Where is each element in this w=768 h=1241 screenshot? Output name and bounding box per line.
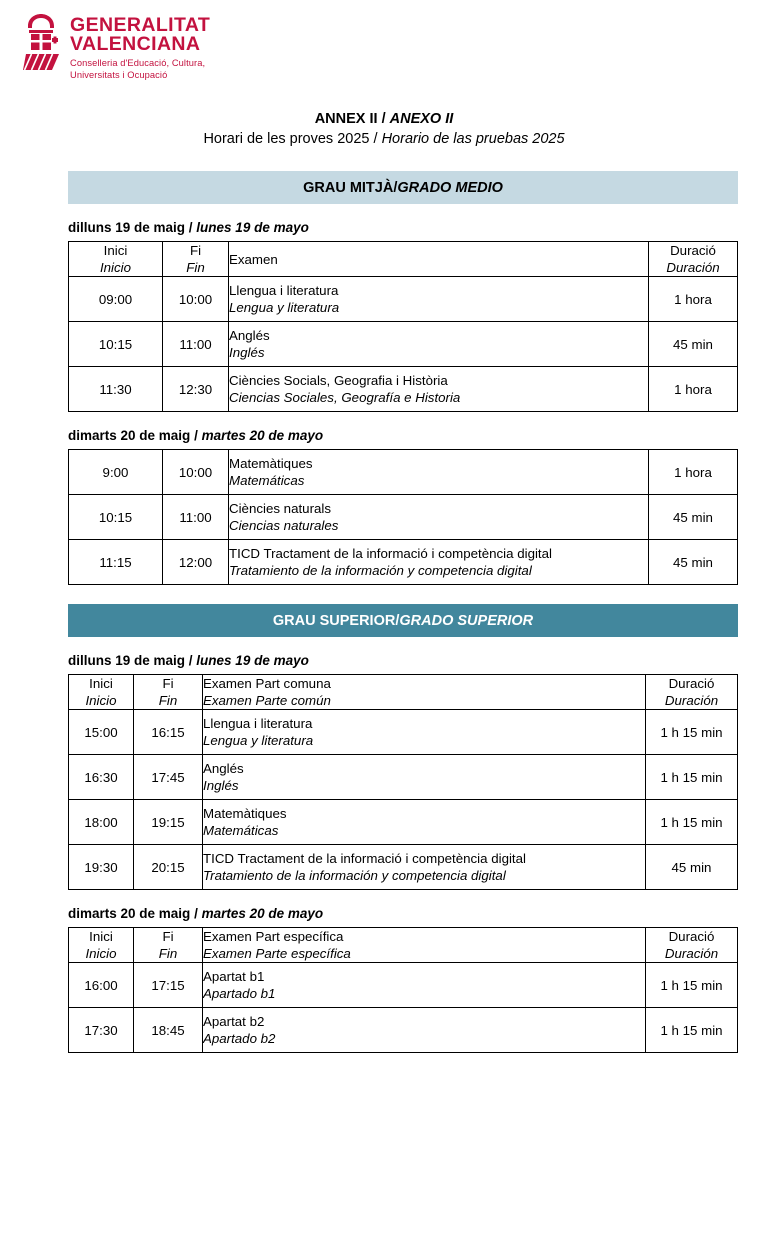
day-label-separator: / — [185, 653, 197, 668]
cell-exam-es: Apartado b1 — [203, 986, 276, 1001]
schedule-table-3 — [68, 674, 738, 890]
document-subtitle — [0, 129, 768, 149]
col-header-end-es: Fin — [158, 946, 178, 961]
cell-start: 10:15 — [69, 495, 163, 540]
cell-exam-es: Lengua y literatura — [203, 733, 314, 748]
cell-end: 12:30 — [163, 367, 229, 412]
col-header-start — [69, 675, 134, 710]
cell-exam-va: TICD Tractament de la informació i competència digital — [229, 546, 552, 561]
day-label-separator: / — [185, 220, 197, 235]
col-header-duration — [646, 928, 738, 963]
day-label-separator: / — [190, 906, 202, 921]
col-header-end-es: Fin — [158, 693, 178, 708]
section-banner-es: GRADO MEDIO — [397, 179, 503, 196]
cell-exam-es: Inglés — [203, 778, 239, 793]
table-header-row — [69, 242, 738, 277]
day-label-table-4 — [68, 906, 768, 921]
col-header-start — [69, 928, 134, 963]
cell-exam — [203, 755, 646, 800]
cell-exam-va: Apartat b2 — [203, 1014, 265, 1029]
document-title — [0, 109, 768, 129]
cell-start: 9:00 — [69, 450, 163, 495]
col-header-exam-es: Examen Parte común — [203, 693, 331, 708]
col-header-exam — [203, 675, 646, 710]
document-subtitle-es: Horario de las pruebas 2025 — [381, 131, 565, 147]
col-header-end-va: Fi — [162, 929, 174, 944]
cell-exam-es: Lengua y literatura — [229, 300, 340, 315]
col-header-start — [69, 242, 163, 277]
section-banner-va: GRAU SUPERIOR — [272, 612, 396, 629]
cell-end: 11:00 — [163, 495, 229, 540]
day-label-va: dimarts 20 de maig — [68, 428, 191, 443]
cell-duration: 1 h 15 min — [646, 710, 738, 755]
col-header-duration-va: Duració — [668, 929, 715, 944]
section-banner-grado-medio — [68, 171, 738, 204]
day-label-es: martes 20 de mayo — [201, 906, 324, 921]
brand-subtitle-line-2: Universitats i Ocupació — [70, 69, 168, 80]
cell-duration: 1 h 15 min — [646, 1008, 738, 1053]
section-banner-grado-superior — [68, 604, 738, 637]
table-row — [69, 495, 738, 540]
table-row — [69, 845, 738, 890]
cell-duration: 45 min — [646, 845, 738, 890]
section-banner-es: GRADO SUPERIOR — [399, 612, 534, 629]
col-header-duration-va: Duració — [670, 243, 716, 258]
col-header-exam-es: Examen Parte específica — [203, 946, 351, 961]
table-row — [69, 367, 738, 412]
cell-exam-es: Tratamiento de la información y competencia digital — [229, 563, 532, 578]
day-label-es: lunes 19 de mayo — [196, 653, 309, 668]
col-header-exam-va: Examen Part comuna — [203, 676, 331, 691]
col-header-duration-es: Duración — [666, 260, 720, 275]
document-title-va: ANNEX II — [314, 111, 378, 127]
cell-start: 11:30 — [69, 367, 163, 412]
col-header-exam — [203, 928, 646, 963]
brand-text — [70, 12, 210, 81]
col-header-duration-es: Duración — [664, 946, 719, 961]
cell-end: 10:00 — [163, 450, 229, 495]
cell-start: 10:15 — [69, 322, 163, 367]
cell-duration: 45 min — [649, 495, 738, 540]
cell-exam — [229, 540, 649, 585]
cell-duration: 1 hora — [649, 450, 738, 495]
table-row — [69, 450, 738, 495]
cell-exam-es: Tratamiento de la información y competencia digital — [203, 868, 506, 883]
cell-exam-es: Ciencias naturales — [229, 518, 339, 533]
cell-duration: 1 hora — [649, 367, 738, 412]
cell-end: 19:15 — [134, 800, 203, 845]
cell-exam-es: Ciencias Sociales, Geografía e Historia — [229, 390, 461, 405]
table-row — [69, 277, 738, 322]
section-banner-va: GRAU MITJÀ — [303, 179, 394, 196]
page-header — [0, 0, 768, 81]
col-header-end — [134, 675, 203, 710]
cell-end: 20:15 — [134, 845, 203, 890]
cell-end: 12:00 — [163, 540, 229, 585]
cell-duration: 1 h 15 min — [646, 800, 738, 845]
col-header-exam-va: Examen — [229, 251, 278, 267]
col-header-end — [134, 928, 203, 963]
document-title-es: ANEXO II — [389, 111, 454, 127]
col-header-duration — [646, 675, 738, 710]
day-label-table-2 — [68, 428, 768, 443]
cell-exam-es: Matemáticas — [203, 823, 279, 838]
cell-exam-va: Llengua i literatura — [229, 283, 339, 298]
day-label-es: martes 20 de mayo — [201, 428, 324, 443]
cell-duration: 45 min — [649, 540, 738, 585]
col-header-duration — [649, 242, 738, 277]
document-subtitle-separator: / — [369, 131, 382, 147]
cell-start: 18:00 — [69, 800, 134, 845]
document-title-separator: / — [377, 111, 390, 127]
col-header-start-va: Inici — [89, 676, 113, 691]
brand-line-1: GENERALITAT — [70, 14, 211, 36]
cell-exam — [229, 450, 649, 495]
cell-exam-va: Anglés — [229, 328, 270, 343]
col-header-end-va: Fi — [189, 243, 202, 258]
col-header-duration-va: Duració — [668, 676, 715, 691]
cell-exam-va: Ciències naturals — [229, 501, 331, 516]
table-header-row — [69, 675, 738, 710]
cell-start: 11:15 — [69, 540, 163, 585]
day-label-separator: / — [190, 428, 202, 443]
day-label-va: dilluns 19 de maig — [68, 220, 186, 235]
cell-duration: 45 min — [649, 322, 738, 367]
day-label-es: lunes 19 de mayo — [196, 220, 309, 235]
cell-exam — [229, 322, 649, 367]
schedule-table-4 — [68, 927, 738, 1053]
section-banner-separator: / — [395, 612, 400, 629]
table-row — [69, 800, 738, 845]
cell-exam-es: Inglés — [229, 345, 265, 360]
brand-line-2: VALENCIANA — [70, 33, 201, 55]
table-row — [69, 1008, 738, 1053]
cell-exam — [229, 367, 649, 412]
col-header-end — [163, 242, 229, 277]
cell-duration: 1 h 15 min — [646, 755, 738, 800]
cell-exam — [203, 710, 646, 755]
cell-end: 11:00 — [163, 322, 229, 367]
cell-exam-va: Ciències Socials, Geografia i Història — [229, 373, 448, 388]
col-header-start-es: Inicio — [85, 693, 117, 708]
cell-exam-va: Matemàtiques — [203, 806, 287, 821]
col-header-end-es: Fin — [186, 260, 205, 275]
cell-start: 09:00 — [69, 277, 163, 322]
day-label-table-1 — [68, 220, 768, 235]
document-subtitle-va: Horari de les proves 2025 — [203, 131, 370, 147]
table-row — [69, 755, 738, 800]
col-header-end-va: Fi — [162, 676, 174, 691]
cell-end: 17:15 — [134, 963, 203, 1008]
cell-start: 19:30 — [69, 845, 134, 890]
schedule-table-1 — [68, 241, 738, 412]
table-row — [69, 710, 738, 755]
day-label-table-3 — [68, 653, 768, 668]
cell-exam — [203, 963, 646, 1008]
cell-start: 17:30 — [69, 1008, 134, 1053]
cell-exam-va: Llengua i literatura — [203, 716, 313, 731]
table-row — [69, 540, 738, 585]
table-row — [69, 963, 738, 1008]
cell-start: 15:00 — [69, 710, 134, 755]
cell-exam-es: Matemáticas — [229, 473, 305, 488]
day-label-va: dimarts 20 de maig — [68, 906, 191, 921]
cell-exam-es: Apartado b2 — [203, 1031, 276, 1046]
cell-end: 17:45 — [134, 755, 203, 800]
col-header-duration-es: Duración — [664, 693, 719, 708]
cell-start: 16:00 — [69, 963, 134, 1008]
cell-duration: 1 h 15 min — [646, 963, 738, 1008]
cell-exam-va: Apartat b1 — [203, 969, 265, 984]
col-header-start-va: Inici — [103, 243, 128, 258]
brand-subtitle-line-1: Conselleria d'Educació, Cultura, — [70, 58, 206, 68]
col-header-exam — [229, 242, 649, 277]
col-header-start-es: Inicio — [85, 946, 117, 961]
cell-end: 16:15 — [134, 710, 203, 755]
cell-exam — [203, 800, 646, 845]
day-label-va: dilluns 19 de maig — [68, 653, 186, 668]
cell-exam — [203, 845, 646, 890]
table-header-row — [69, 928, 738, 963]
cell-exam-va: Anglés — [203, 761, 244, 776]
valencian-crest-icon — [22, 12, 60, 74]
cell-exam — [203, 1008, 646, 1053]
section-banner-separator: / — [393, 179, 398, 196]
schedule-table-2 — [68, 449, 738, 585]
col-header-start-es: Inicio — [99, 260, 132, 275]
cell-exam — [229, 277, 649, 322]
cell-start: 16:30 — [69, 755, 134, 800]
cell-end: 10:00 — [163, 277, 229, 322]
table-row — [69, 322, 738, 367]
cell-duration: 1 hora — [649, 277, 738, 322]
col-header-start-va: Inici — [89, 929, 113, 944]
cell-exam-va: Matemàtiques — [229, 456, 313, 471]
col-header-exam-va: Examen Part específica — [203, 929, 344, 944]
cell-end: 18:45 — [134, 1008, 203, 1053]
cell-exam — [229, 495, 649, 540]
cell-exam-va: TICD Tractament de la informació i competència digital — [203, 851, 526, 866]
